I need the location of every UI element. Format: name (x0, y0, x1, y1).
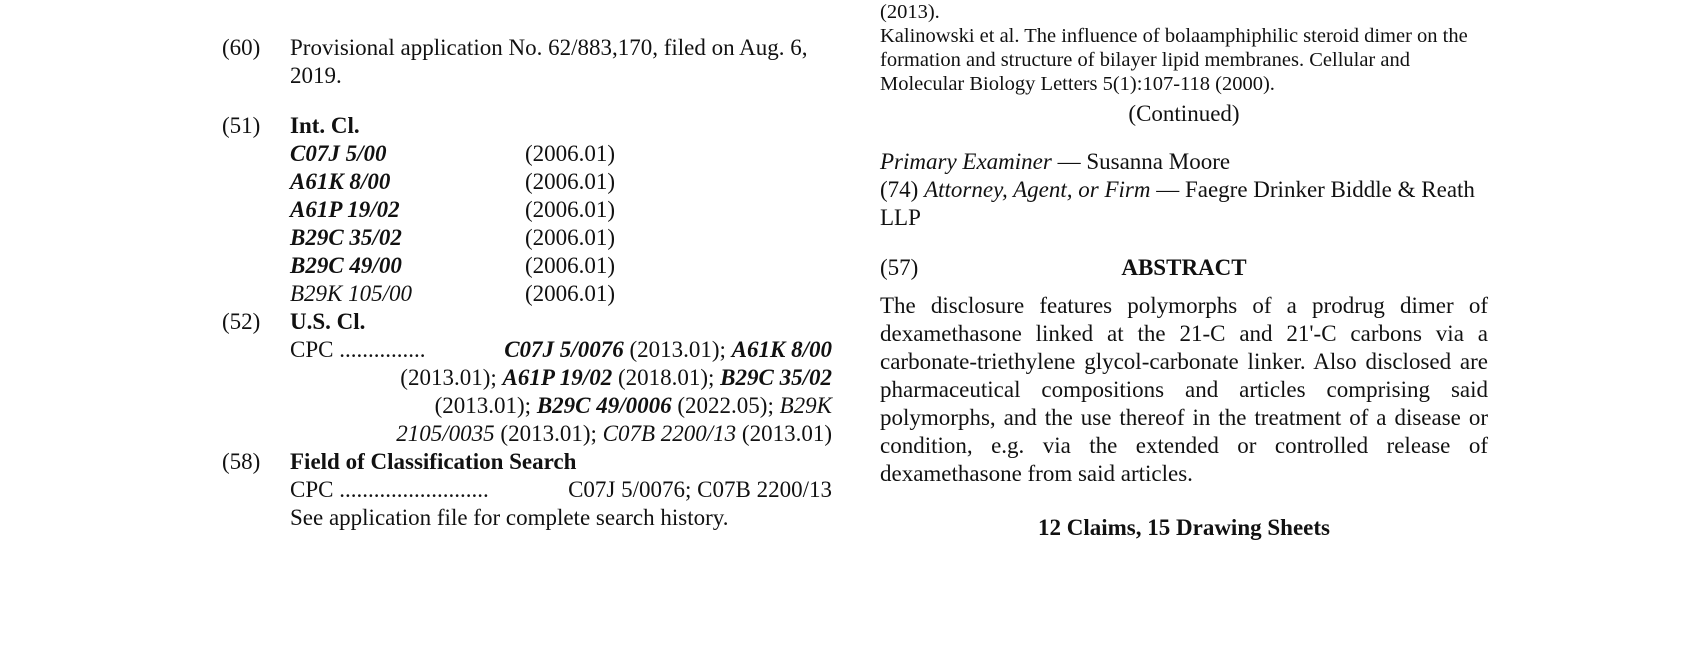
search-cpc-line (290, 476, 832, 504)
examiner-label: Primary Examiner (880, 149, 1052, 174)
us-cl-heading: U.S. Cl. (290, 309, 366, 334)
abstract-title: ABSTRACT (1121, 255, 1247, 280)
classification-date: (2006.01) (525, 169, 616, 194)
cpc-code: 2105/0035 (396, 421, 495, 446)
cpc-line-2 (290, 364, 832, 392)
cpc-code: B29C 49/0006 (536, 393, 672, 418)
cpc-date: (2013.01); (434, 393, 537, 418)
cpc-date: (2018.01); (612, 365, 721, 390)
classification-code: B29C 49/00 (290, 253, 402, 278)
section-number: (60) (222, 35, 261, 60)
reference-fragment: (2013). (880, 1, 940, 23)
cpc-line-3 (290, 392, 832, 420)
abstract-text: The disclosure features polymorphs of a prodrug dimer of dexamethasone linked at the 21-C and 21'-C carbons via a carbonate-triethylene glycol-carbonate linker. Also disclosed are pharmaceutical compositions and articles comprising said polymorphs, and the use thereof in the treatment of a disease or condition, e.g. via the extended or controlled release of dexamethasone from said articles. (880, 293, 1488, 486)
section-60 (222, 34, 832, 90)
provisional-application-text: Provisional application No. 62/883,170, filed on Aug. 6, 2019. (290, 35, 808, 88)
search-cpc-value: C07J 5/0076; C07B 2200/13 (568, 477, 832, 502)
abstract-header (880, 254, 1488, 282)
search-history-note: See application file for complete search history. (290, 505, 729, 530)
section-number: (57) (880, 255, 919, 280)
classification-date: (2006.01) (525, 197, 616, 222)
primary-examiner (880, 148, 1488, 176)
classification-row (290, 140, 832, 168)
classification-date: (2006.01) (525, 225, 616, 250)
cpc-date: (2013.01) (736, 421, 832, 446)
classification-code: A61P 19/02 (290, 197, 400, 222)
left-column (222, 34, 832, 532)
int-cl-heading: Int. Cl. (290, 113, 360, 138)
cpc-label: CPC (290, 477, 334, 502)
section-58-field-search (222, 448, 832, 532)
classification-date: (2006.01) (525, 253, 616, 278)
cpc-date: (2013.01); (494, 421, 603, 446)
section-52-us-cl (222, 308, 832, 448)
classification-row (290, 168, 832, 196)
attorney-name: — Faegre Drinker Biddle & Reath LLP (880, 177, 1475, 230)
cpc-code: B29C 35/02 (720, 365, 832, 390)
cpc-code: A61P 19/02 (502, 365, 613, 390)
section-number: (52) (222, 309, 261, 334)
claims-summary: 12 Claims, 15 Drawing Sheets (1038, 515, 1330, 540)
leader-dots: ............... (339, 337, 426, 362)
cpc-code: A61K 8/00 (731, 337, 832, 362)
classification-code: B29K 105/00 (290, 281, 413, 306)
examiner-name: — Susanna Moore (1057, 149, 1231, 174)
continued-label: (Continued) (1128, 101, 1240, 126)
cpc-line-4 (290, 420, 832, 448)
classification-code: B29C 35/02 (290, 225, 402, 250)
cpc-line-1 (290, 336, 832, 364)
classification-code: A61K 8/00 (290, 169, 391, 194)
section-number: (58) (222, 449, 261, 474)
classification-row (290, 252, 832, 280)
attorney-agent-firm (880, 176, 1488, 232)
cpc-code: C07B 2200/13 (602, 421, 737, 446)
field-search-heading: Field of Classification Search (290, 449, 577, 474)
cpc-code: C07J 5/0076 (504, 337, 624, 362)
section-number: (74) (880, 177, 919, 202)
leader-dots: .......................... (339, 477, 489, 502)
section-51-int-cl (222, 112, 832, 308)
section-number: (51) (222, 113, 261, 138)
cpc-date: (2013.01); (623, 337, 732, 362)
cpc-date: (2013.01); (400, 365, 503, 390)
cpc-label: CPC (290, 337, 334, 362)
cpc-date: (2022.05); (671, 393, 780, 418)
reference-kalinowski: Kalinowski et al. The influence of bolaamphiphilic steroid dimer on the formation and structure of bilayer lipid membranes. Cellular and Molecular Biology Letters 5(1):107-118 (2000). (880, 25, 1468, 95)
right-column (880, 0, 1488, 542)
classification-row (290, 196, 832, 224)
attorney-label: Attorney, Agent, or Firm (924, 177, 1151, 202)
classification-code: C07J 5/00 (290, 141, 387, 166)
classification-row (290, 224, 832, 252)
cpc-code: B29K (779, 393, 832, 418)
classification-row (290, 280, 832, 308)
classification-date: (2006.01) (525, 281, 616, 306)
classification-date: (2006.01) (525, 141, 616, 166)
